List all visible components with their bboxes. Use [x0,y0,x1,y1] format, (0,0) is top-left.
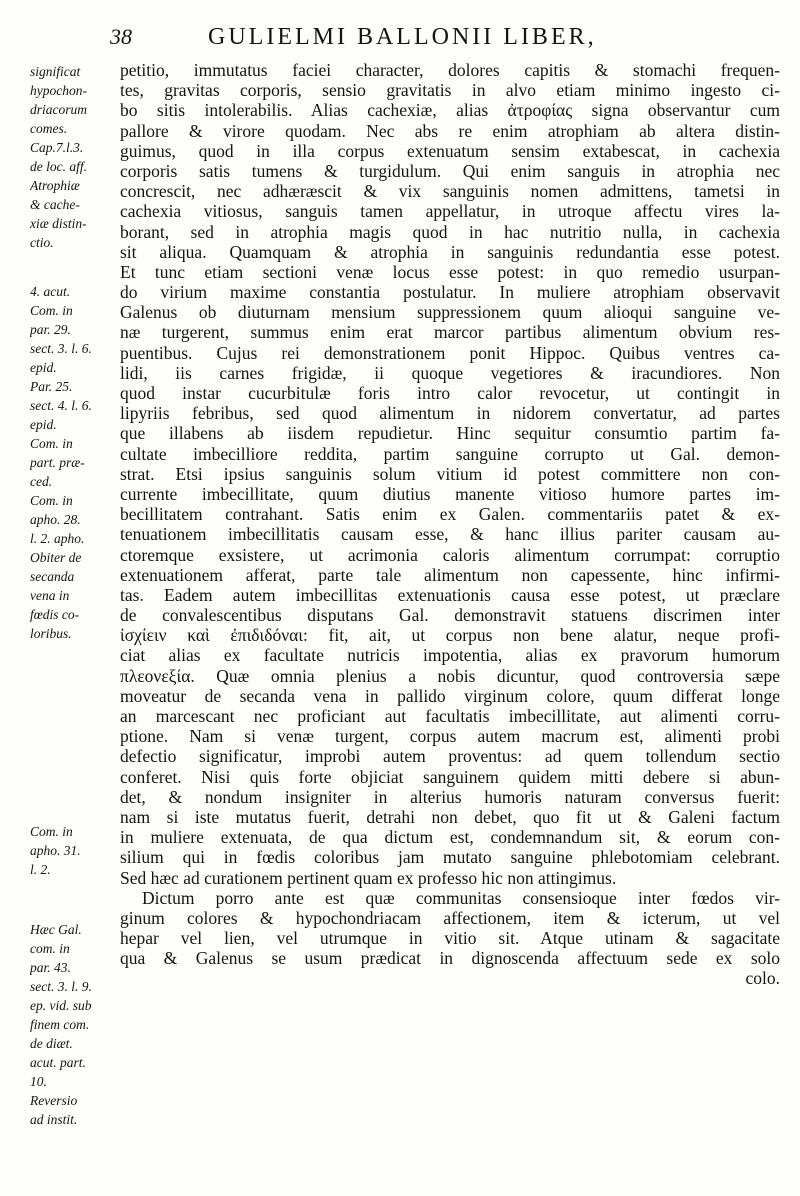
text-line: nam si iste mutatus fuerit, detrahi non debet, quo fit ut & Galeni factum [120,806,780,827]
text-line: ctoremque exsistere, ut acrimonia caloris alimentum corrumpat: corruptio [120,544,780,565]
margin-note-line: ad instit. [30,1112,78,1127]
text-line: bo sitis intolerabilis. Alias cachexiæ, alias ἀτροφίας signa observantur cum [120,100,780,121]
main-text [120,60,780,989]
text-line: defectio significatur, improbi autem proventus: ad quem tollendum sectio [120,746,780,767]
page-number: 38 [110,24,132,49]
running-title: GULIELMI BALLONII LIBER, [208,24,597,50]
text-line: ἰσχίειν καὶ ἐπιδιδόναι: fit, ait, ut corpus non bene alatur, neque profi- [120,625,780,646]
margin-note-line: 10. [30,1074,47,1089]
margin-note-line: ctio. [30,235,54,250]
margin-note-line: vena in [30,588,70,603]
margin-note-line: par. 29. [30,322,71,337]
text-line: conferet. Nisi quis forte objiciat sanguinem quidem mitti debere si abun- [120,766,780,787]
text-line: strat. Etsi ipsius sanguinis solum vitium id potest committere non con- [120,463,780,484]
margin-note [30,282,116,643]
text-line: sit aliqua. Quamquam & atrophia in sanguinis redundantia esse potest. [120,241,780,262]
text-line: in muliere extenuata, de qua dictum est, condemnandum sit, & eorum con- [120,827,780,848]
text-line: ciat alias ex facultate nutricis impotentia, alias ex pravorum humorum [120,645,780,666]
text-line: do virium maxime constantia postulatur. In muliere atrophiam observavit [120,282,780,303]
margin-note-line: l. 2. [30,862,51,877]
text-line: corporis satis tumens & turgidulum. Qui enim sanguis in atrophia nec [120,160,780,181]
text-line: lipyriis febribus, sed quod alimentum in nidorem convertatur, ad partes [120,403,780,424]
text-line: puentibus. Cujus rei demonstrationem ponit Hippoc. Quibus ventres ca- [120,342,780,363]
text-line: qua & Galenus se usum prædicat in dignoscenda affectuum sede ex solo [120,948,780,969]
margin-note-line: ep. vid. sub [30,998,92,1013]
margin-note-line: Atrophiæ [30,178,80,193]
text-line: ginum colores & hypochondriacam affectionem, item & icterum, ut vel [120,907,780,928]
margin-note-line: driacorum [30,102,87,117]
margin-note-line: loribus. [30,626,72,641]
text-line: becillitatem contrahant. Satis enim ex Galen. commentariis patet & ex- [120,504,780,525]
margin-note-line: com. in [30,941,70,956]
text-line: πλεονεξία. Quæ omnia plenius a nobis dicuntur, quod controversia sæpe [120,665,780,686]
margin-note-line: Com. in [30,303,73,318]
margin-note [30,62,116,252]
text-line: Galenus ob diuturnam mensium suppressionem quum alioqui sanguine ve- [120,302,780,323]
text-line: ptione. Nam si venæ turgent, corpus autem macrum est, alimenti probi [120,726,780,747]
text-line: concrescit, nec adhæræscit & vix sanguinis nomen admittens, tametsi in [120,181,780,202]
margin-note-line: par. 43. [30,960,71,975]
margin-note-line: & cache- [30,197,80,212]
margin-note-line: xiæ distin- [30,216,87,231]
margin-note-line: secanda [30,569,75,584]
text-line: colo. [745,968,780,989]
margin-note-line: Com. in [30,436,73,451]
text-line: moveatur de secanda vena in pallido virginum colore, quum differat longe [120,685,780,706]
text-line: cachexia vitiosus, sanguis tamen appellatur, in utroque affectu vires la- [120,201,780,222]
text-line: guimus, quod in illa corpus extenuatum sensim extabescat, in cachexia [120,140,780,161]
margin-note-line: Par. 25. [30,379,73,394]
margin-note-line: significat [30,64,81,79]
text-line: quod instar cucurbitulæ foris intro calor revocetur, ut contingit in [120,383,780,403]
text-line: Dictum porro ante est quæ communitas consensioque inter fœdos vir- [142,887,780,908]
margin-note-line: fœdis co- [30,607,80,622]
margin-note-line: acut. part. [30,1055,86,1070]
margin-note-line: epid. [30,360,57,375]
text-line: borant, sed in atrophia magis quod in hac nutritio nulla, in cachexia [120,221,780,242]
margin-note-line: sect. 3. l. 6. [30,341,92,356]
text-line: pallore & virore quodam. Nec abs re enim atrophiam ab altera distin- [120,120,780,141]
text-line: que illabens ab iisdem repudietur. Hinc sequitur consumtio partim fa- [120,423,780,444]
text-line: lidi, iis carnes frigidæ, ii quoque vegetiores & iracundiores. Non [120,362,780,383]
margin-note-line: ced. [30,474,53,489]
margin-note-line: apho. 28. [30,512,81,527]
margin-note-line: sect. 4. l. 6. [30,398,92,413]
margin-note-line: Reversio [30,1093,78,1108]
text-line: extenuationem afferat, parte tale alimentum non capessente, hinc infirmi- [120,564,780,585]
text-line: an marcescant nec proficiant aut facultatis imbecillitate, aut alimenti corru- [120,706,780,726]
margin-note-line: l. 2. apho. [30,531,85,546]
margin-note-line: Cap.7.l.3. [30,140,84,155]
text-line: hepar vel lien, vel utrumque in vitio sit. Atque utinam & sagacitate [120,928,780,949]
margin-note [30,920,116,1129]
margin-note-line: hypochon- [30,83,87,98]
text-line: næ turgerent, summus enim erat marcor partibus alimentum obvium res- [120,322,780,343]
margin-note [30,822,116,879]
margin-note-line: apho. 31. [30,843,81,858]
margin-note-line: finem com. [30,1017,90,1032]
text-line: Sed hæc ad curationem pertinent quam ex professo hic non attingimus. [120,867,617,888]
margin-note-line: de diæt. [30,1036,73,1051]
text-line: Et tunc etiam sectioni venæ locus esse potest: in quo remedio usurpan- [120,261,780,282]
margin-note-line: Com. in [30,493,73,508]
margin-note-line: part. præ- [30,455,85,470]
margin-note-line: epid. [30,417,57,432]
text-line: tes, gravitas corporis, sensio gravitatis in alvo etiam minimo ingesto ci- [120,80,780,101]
margin-note-line: comes. [30,121,68,136]
margin-note-line: Obiter de [30,550,82,565]
text-line: petitio, immutatus faciei character, dolores capitis & stomachi frequen- [120,60,780,80]
text-line: tas. Eadem autem imbecillitas extenuationis causa esse potest, ut præclare [120,584,780,605]
page-header [0,18,800,58]
margin-note-line: Com. in [30,824,73,839]
margin-note-line: de loc. aff. [30,159,87,174]
margin-note-line: Hæc Gal. [30,922,82,937]
text-line: de convalescentibus disputans Gal. demonstravit statuens discrimen inter [120,605,780,626]
text-line: cultate imbecilliore reddita, partim sanguine corrupto ut Gal. demon- [120,443,780,464]
margin-note-line: sect. 3. l. 9. [30,979,92,994]
text-line: det, & nondum insigniter in alterius humoris naturam conversus fuerit: [120,786,780,807]
text-line: currente imbecillitate, quum diutius manente vitioso humore partes im- [120,483,780,504]
text-line: tenuationem imbecillitatis causam esse, & hanc illius pariter causam au- [120,524,780,545]
text-line: silium qui in fœdis coloribus jam mutato sanguine phlebotomiam celebrant. [120,847,780,868]
margin-note-line: 4. acut. [30,284,71,299]
